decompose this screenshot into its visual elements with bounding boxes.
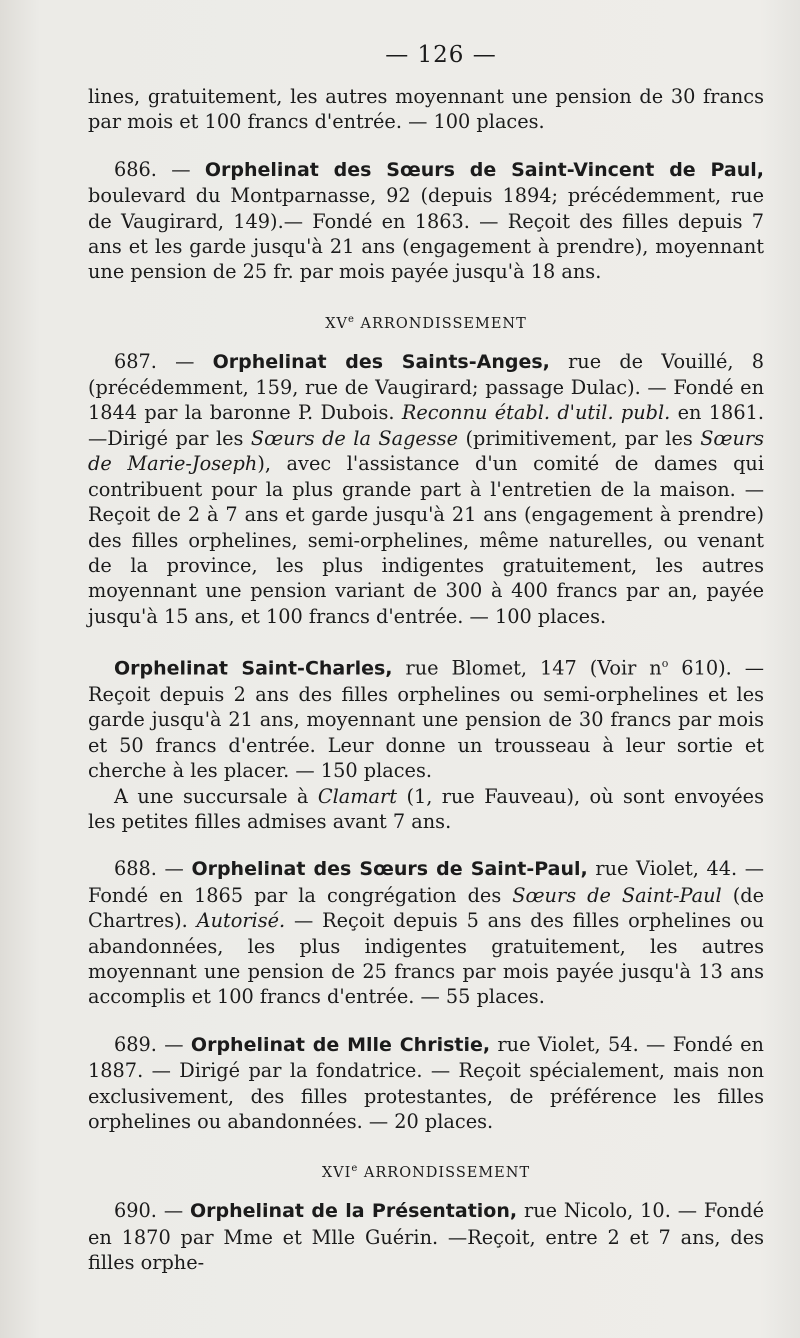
entry-688-number: 688. — <box>114 857 192 881</box>
entry-689-name: Orphelinat de Mlle Christie, <box>190 1033 491 1056</box>
entry-688: 688. — Orphelinat des Sœurs de Saint-Paul, rue Violet, 44. — Fondé en 1865 par la congrégation des Sœurs de Saint-Paul (de Chartres). Autorisé. — Reçoit depuis 5 ans des filles orphelines ou abandonnées, les plus indigentes gratuitement, les autres moyennant une pension de 25 francs par mois payée jusqu'à 13 ans accomplis et 100 francs d'entrée. — 55 places. <box>88 857 764 1009</box>
intro-paragraph: lines, gratuitement, les autres moyennant une pension de 30 francs par mois et 100 francs d'entrée. — 100 places. <box>88 85 764 134</box>
entry-690-name: Orphelinat de la Présentation, <box>189 1200 518 1223</box>
entry-690-number: 690. — <box>114 1199 190 1223</box>
entry-687-number: 687. — <box>114 349 213 373</box>
entry-690-text: rue Nicolo, 10. — Fondé en 1870 par Mme et Mlle Guérin. —Reçoit, entre 2 et 7 ans, des filles orphe- <box>88 1199 764 1275</box>
entry-saint-charles-name: Orphelinat Saint-Charles, <box>114 657 393 680</box>
entry-saint-charles-succursale: A une succursale à Clamart (1, rue Fauveau), où sont envoyées les petites filles admises avant 7 ans. <box>88 784 764 833</box>
entry-689 <box>88 1032 764 1135</box>
entry-690 <box>88 1198 764 1275</box>
entry-686-name: Orphelinat des Sœurs de Saint-Vincent de Paul, <box>204 158 764 181</box>
entry-687: 687. — Orphelinat des Saints-Anges, rue de Vouillé, 8 (précédemment, 159, rue de Vaugirard; passage Dulac). — Fondé en 1844 par la baronne P. Dubois. Reconnu établ. d'util. publ. en 1861.—Dirigé par les Sœurs de la Sagesse (primitivement, par les Sœurs de Marie-Joseph), avec l'assistance d'un comité de dames qui contribuent pour la plus grande part à l'entretien de la maison. — Reçoit de 2 à 7 ans et garde jusqu'à 21 ans (engagement à prendre) des filles orphelines, semi-orphelines, même naturelles, ou venant de la province, les plus indigentes gratuitement, les autres moyennant une pension variant de 300 à 400 francs par an, payée jusqu'à 15 ans, et 100 francs d'entrée. — 100 places. <box>88 349 765 628</box>
entry-689-number: 689. — <box>114 1032 191 1056</box>
entry-686 <box>88 157 764 285</box>
entry-689-text: rue Violet, 54. — Fondé en 1887. — Dirigé par la fondatrice. — Reçoit spécialement, mais non exclusivement, des filles protestantes, de préférence les filles orphelines ou abandonnées. — 20 places. <box>88 1032 764 1134</box>
entry-688-name: Orphelinat des Sœurs de Saint-Paul, <box>191 858 588 881</box>
arrondissement-heading-16: XVIe ARRONDISSEMENT <box>321 1163 531 1182</box>
entry-686-text: boulevard du Montparnasse, 92 (depuis 1894; précédemment, rue de Vaugirard, 149).— Fondé en 1863. — Reçoit des filles depuis 7 ans et les garde jusqu'à 21 ans (engagement à prendre), moyennant une pension de 25 fr. par mois payée jusqu'à 18 ans. <box>88 184 764 284</box>
entry-686-number: 686. — <box>114 157 205 181</box>
page-number: — 126 — <box>385 42 497 68</box>
entry-687-name: Orphelinat des Saints-Anges, <box>212 350 550 373</box>
arrondissement-heading-15: XVe ARRONDISSEMENT <box>325 313 527 332</box>
entry-saint-charles: Orphelinat Saint-Charles, rue Blomet, 147 (Voir $n^o$ 610). — Reçoit depuis 2 ans des filles orphelines ou semi-orphelines et les garde jusqu'à 21 ans, moyennant une pension de 30 francs par mois et 50 francs d'entrée. Leur donne un trousseau à leur sortie et cherche à les placer. — 150 places. <box>88 656 764 783</box>
